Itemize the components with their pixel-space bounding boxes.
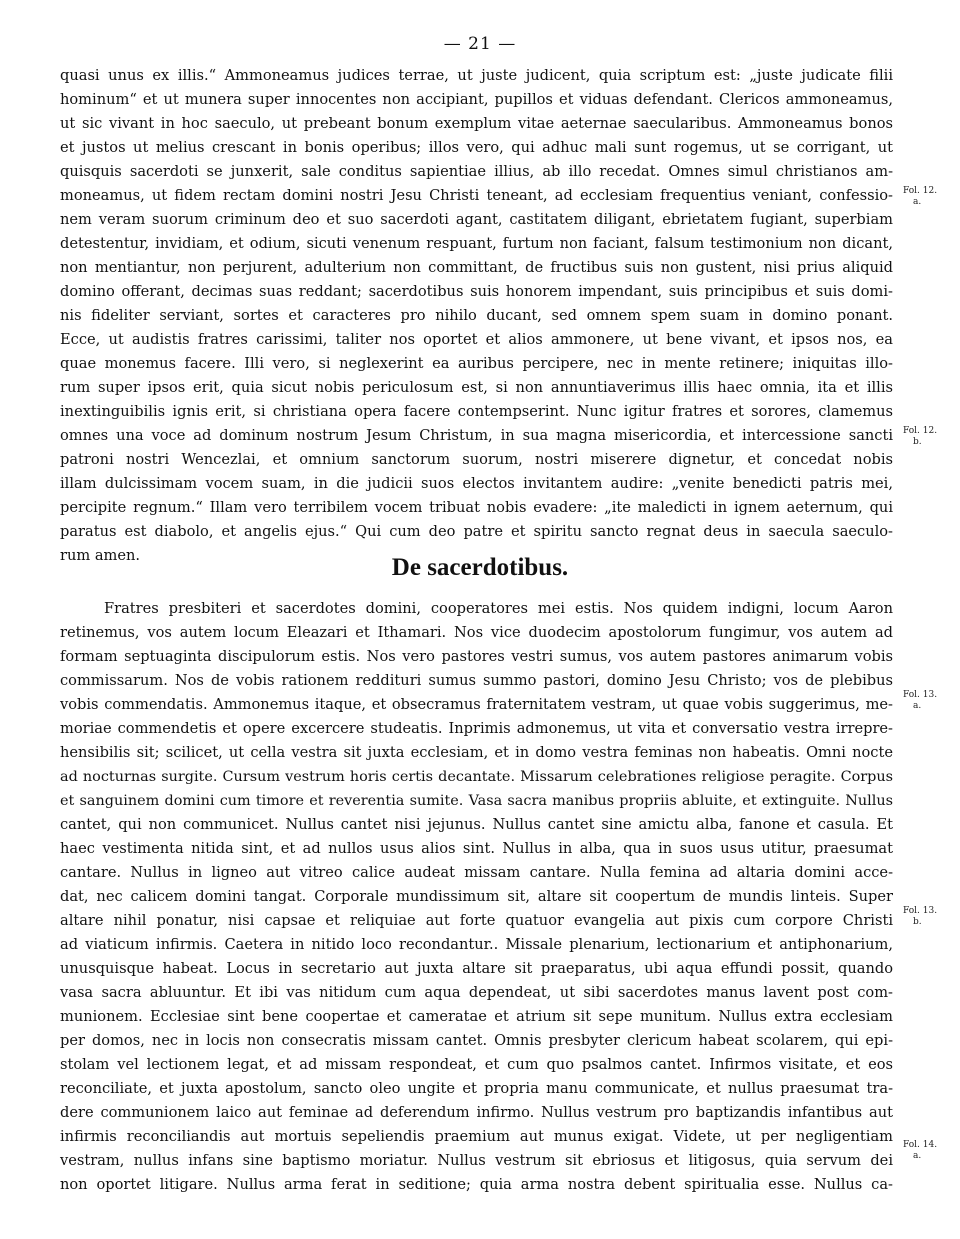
text-line: altare nihil ponatur, nisi capsae et reliquiae aut forte quatuor evangelia aut pixis cum corpore Christi (60, 912, 893, 929)
margin-folio-note (903, 690, 957, 712)
text-line: vasa sacra abluuntur. Et ibi vas nitidum cum aqua dependeat, ut sibi sacerdotes manus lavent post com- (60, 984, 893, 1001)
text-line: dat, nec calicem domini tangat. Corporale mundissimum sit, altare sit coopertum de mundis linteis. Super (60, 888, 893, 905)
text-line: reconciliate, et juxta apostolum, sancto oleo ungite et propria manu communicate, et nullus praesumat tra- (60, 1080, 893, 1097)
text-line: Fratres presbiteri et sacerdotes domini, cooperatores mei estis. Nos quidem indigni, locum Aaron (104, 600, 893, 617)
margin-folio-note (903, 1140, 957, 1162)
margin-folio-note (903, 186, 957, 208)
text-line: per domos, nec in locis non consecratis missam cantet. Omnis presbyter clericum habeat scolarem, qui epi- (60, 1032, 893, 1049)
text-line: ad viaticum infirmis. Caetera in nitido loco recondantur.. Missale plenarium, lectionarium et antiphonarium, (60, 936, 893, 953)
folio-side: b. (913, 437, 922, 447)
text-line: et justos ut melius crescant in bonis operibus; illos vero, qui adhuc mali sunt rogemus, ut se corrigant, ut (60, 139, 893, 156)
text-line: hensibilis sit; scilicet, ut cella vestra sit juxta ecclesiam, et in domo vestra feminas non habeatis. Omni nocte (60, 744, 893, 761)
text-line: haec vestimenta nitida sint, et ad nullos usus alios sint. Nullus in alba, qua in suos usus utitur, praesumat (60, 840, 893, 857)
text-line: non mentiantur, non perjurent, adulterium non committant, de fructibus suis non gustent, nisi prius aliquid (60, 259, 893, 276)
text-line: inextinguibilis ignis erit, si christiana opera facere contempserint. Nunc igitur fratres et sorores, clamemus (60, 403, 893, 420)
text-line: nis fideliter serviant, sortes et caracteres pro nihilo ducant, sed omnem spem suam in domino ponant. (60, 307, 893, 324)
text-line: nem veram suorum criminum deo et suo sacerdoti agant, castitatem diligant, ebrietatem fugiant, superbiam (60, 211, 893, 228)
text-line: retinemus, vos autem locum Eleazari et Ithamari. Nos vice duodecim apostolorum fungimur, vos autem ad (60, 624, 893, 641)
text-line: paratus est diabolo, et angelis ejus.“ Qui cum deo patre et spiritu sancto regnat deus in saecula saeculo- (60, 523, 893, 540)
text-line: quisquis sacerdoti se junxerit, sale conditus sapientiae illius, ab illo recedat. Omnes simul christianos am- (60, 163, 893, 180)
text-line: infirmis reconciliandis aut mortuis sepeliendis praemium aut munus exigat. Videte, ut per negligentiam (60, 1128, 893, 1145)
folio-side: a. (913, 197, 922, 207)
folio-side: a. (913, 1151, 922, 1161)
text-line: stolam vel lectionem legat, et ad missam respondeat, et cum quo psalmos cantet. Infirmos visitate, et eos (60, 1056, 893, 1073)
text-line: munionem. Ecclesiae sint bene coopertae et cameratae et atrium sit sepe munitum. Nullus extra ecclesiam (60, 1008, 893, 1025)
text-line: patroni nostri Wencezlai, et omnium sanctorum suorum, nostri miserere dignetur, et concedat nobis (60, 451, 893, 468)
section-heading: De sacerdotibus. (391, 554, 569, 581)
text-line: unusquisque habeat. Locus in secretario aut juxta altare sit praeparatus, ubi aqua effundi possit, quando (60, 960, 893, 977)
folio-label: Fol. 13. (903, 906, 938, 916)
text-line: cantare. Nullus in ligneo aut vitreo calice audeat missam cantare. Nulla femina ad altaria domini acce- (60, 864, 893, 881)
text-line: moriae commendetis et opere excercere studeatis. Inprimis admonemus, ut vita et conversatio vestra irrepre- (60, 720, 893, 737)
text-line: moneamus, ut fidem rectam domini nostri Jesu Christi teneant, ad ecclesiam frequentius veniant, confessio- (60, 187, 893, 204)
text-line: et sanguinem domini cum timore et reverentia sumite. Vasa sacra manibus propriis abluite, et extinguite. Nullus (60, 793, 893, 809)
text-line: detestentur, invidiam, et odium, sicuti venenum respuant, furtum non faciant, falsum testimonium non dicant, (60, 235, 893, 252)
page-number: — 21 — (443, 34, 517, 54)
text-line: vestram, nullus infans sine baptismo moriatur. Nullus vestrum sit ebriosus et litigosus, quia servum dei (60, 1152, 893, 1169)
margin-folio-note (903, 906, 957, 928)
text-line: ad nocturnas surgite. Cursum vestrum horis certis decantate. Missarum celebrationes religiose peragite. Corpus (60, 769, 893, 785)
text-line: commissarum. Nos de vobis rationem reddituri sumus summo pastori, domino Jesu Christo; vos de plebibus (60, 672, 893, 689)
folio-side: b. (913, 917, 922, 927)
text-line: quasi unus ex illis.“ Ammoneamus judices terrae, ut juste judicent, quia scriptum est: „juste judicate filii (60, 67, 893, 84)
folio-label: Fol. 12. (903, 426, 938, 436)
text-line: percipite regnum.“ Illam vero terribilem vocem tribuat nobis evadere: „ite maledicti in ignem aeternum, qui (60, 499, 893, 516)
folio-label: Fol. 13. (903, 690, 938, 700)
text-line: Ecce, ut audistis fratres carissimi, taliter nos oportet et alios ammonere, ut bene vivant, et ipsos nos, ea (60, 331, 893, 348)
folio-label: Fol. 14. (903, 1140, 938, 1150)
text-line: formam septuaginta discipulorum estis. Nos vero pastores vestri sumus, vos autem pastores animarum vobis (60, 648, 893, 665)
text-line: domino offerant, decimas suas reddant; sacerdotibus suis honorem impendant, suis principibus et suis domi- (60, 283, 893, 300)
text-line: ut sic vivant in hoc saeculo, ut prebeant bonum exemplum vitae aeternae saecularibus. Ammoneamus bonos (60, 115, 893, 132)
text-line: illam dulcissimam vocem suam, in die judicii suos electos invitantem audire: „venite benedicti patris mei, (60, 475, 893, 492)
text-line: omnes una voce ad dominum nostrum Jesum Christum, in sua magna misericordia, et intercessione sancti (60, 427, 893, 444)
text-line: vobis commendatis. Ammonemus itaque, et obsecramus fraternitatem vestram, ut quae vobis suggerimus, me- (60, 696, 893, 713)
folio-label: Fol. 12. (903, 186, 938, 196)
text-line: hominum“ et ut munera super innocentes non accipiant, pupillos et viduas defendant. Clericos ammoneamus, (60, 91, 893, 108)
text-line: rum super ipsos erit, quia sicut nobis periculosum est, si non annuntiaverimus illis haec omnia, ita et illis (60, 379, 893, 396)
margin-folio-note (903, 426, 957, 448)
folio-side: a. (913, 701, 922, 711)
text-line: cantet, qui non communicet. Nullus cantet nisi jejunus. Nullus cantet sine amictu alba, fanone et casula. Et (60, 816, 893, 833)
text-line: dere communionem laico aut feminae ad deferendum infirmo. Nullus vestrum pro baptizandis infantibus aut (60, 1104, 893, 1121)
text-line: non oportet litigare. Nullus arma ferat in seditione; quia arma nostra debent spiritualia esse. Nullus ca- (60, 1176, 893, 1193)
text-line: rum amen. (60, 547, 141, 564)
text-line: quae monemus facere. Illi vero, si neglexerint ea auribus percipere, nec in mente retinere; iniquitas illo- (60, 355, 893, 372)
